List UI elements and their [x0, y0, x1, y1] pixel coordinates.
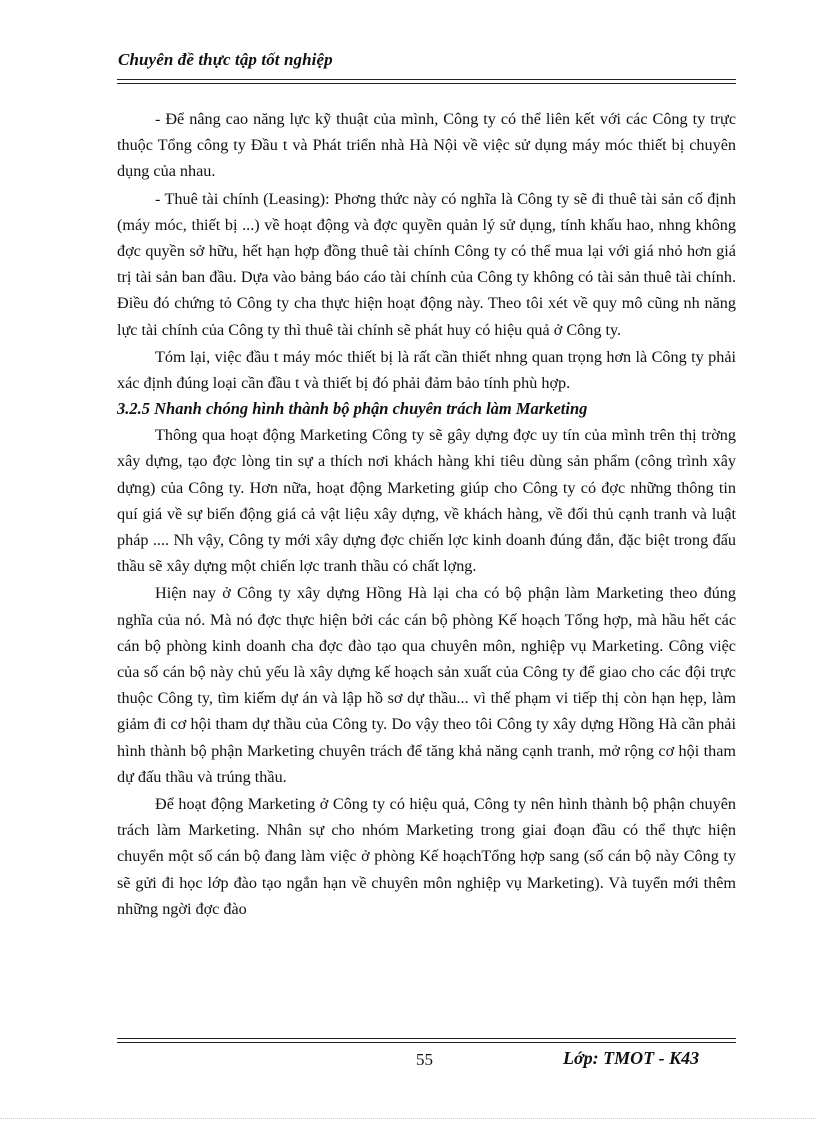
paragraph-marketing-current-state: Hiện nay ở Công ty xây dựng Hồng Hà lại cha có bộ phận làm Marketing theo đúng nghĩa của nó. Mà nó đợc thực hiện bởi các cán bộ phòng Kế hoạch Tổng hợp, mà hầu hết các cán bộ phòng kinh doanh cha đợc đào tạo qua chuyên môn, nghiệp vụ Marketing. Công việc của số cán bộ này chủ yếu là xây dựng kế hoạch sản xuất của Công ty để giao cho các đội trực thuộc Công ty, tìm kiếm dự án và lập hồ sơ dự thầu... vì thế phạm vi tiếp thị còn hạn hẹp, làm giảm đi cơ hội tham dự thầu của Công ty. Do vậy theo tôi Công ty xây dựng Hồng Hà cần phải hình thành bộ phận Marketing chuyên trách để tăng khả năng cạnh tranh, mở rộng cơ hội tham dự đấu thầu và trúng thầu.: [117, 584, 736, 786]
paragraph-marketing-benefits: Thông qua hoạt động Marketing Công ty sẽ gây dựng đợc uy tín của mình trên thị trờng xây dựng, tạo đợc lòng tin sự a thích nơi khách hàng khi tiêu dùng sản phẩm (công trình xây dựng) của Công ty. Hơn nữa, hoạt động Marketing giúp cho Công ty có đợc những thông tin quí giá về sự biến động giá cả vật liệu xây dựng, về khách hàng, về đối thủ cạnh tranh và luật pháp .... Nh vậy, Công ty mới xây dựng đợc chiến lợc kinh doanh đúng đắn, đặc biệt trong đấu thầu sẽ xây dựng một chiến lợc tranh thầu có chất lợng.: [117, 426, 736, 576]
header-rule-top: [117, 79, 736, 80]
header-rule-bottom: [117, 83, 736, 84]
paragraph-leasing: - Thuê tài chính (Leasing): Phơng thức này có nghĩa là Công ty sẽ đi thuê tài sản cố định (máy móc, thiết bị ...) về hoạt động và đợc quyền quản lý sử dụng, tính khấu hao, nhng không đợc quyền sở hữu, hết hạn hợp đồng thuê tài chính Công ty có thể mua lại với giá nhỏ hơn giá trị tài sản ban đầu. Dựa vào bảng báo cáo tài chính của Công ty không có tài sản thuê tài chính. Điều đó chứng tỏ Công ty cha thực hiện hoạt động này. Theo tôi xét về quy mô cũng nh năng lực tài chính của Công ty thì thuê tài chính sẽ phát huy có hiệu quả ở Công ty.: [117, 189, 736, 339]
paragraph-summary: Tóm lại, việc đầu t máy móc thiết bị là rất cần thiết nhng quan trọng hơn là Công ty phải xác định đúng loại cần đầu t và thiết bị đó phải đảm bảo tính phù hợp.: [117, 347, 736, 393]
paragraph-marketing-proposal: Để hoạt động Marketing ở Công ty có hiệu quả, Công ty nên hình thành bộ phận chuyên trách làm Marketing. Nhân sự cho nhóm Marketing trong giai đoạn đầu có thể thực hiện chuyển một số cán bộ đang làm việc ở phòng Kế hoạchTổng hợp sang (số cán bộ này Công ty sẽ gửi đi học lớp đào tạo ngắn hạn về chuyên môn nghiệp vụ Marketing). Và tuyển mới thêm những ngời đợc đào: [117, 795, 736, 918]
class-label: Lớp: TMOT - K43: [563, 1048, 700, 1068]
footer-rule-top: [117, 1038, 736, 1039]
page-number: 55: [416, 1050, 433, 1069]
paragraph-equipment-partnership: - Để nâng cao năng lực kỹ thuật của mình, Công ty có thể liên kết với các Công ty trực thuộc Tổng công ty Đầu t và Phát triển nhà Hà Nội về việc sử dụng máy móc thiết bị chuyên dụng của nhau.: [117, 110, 736, 181]
footer-rule-bottom: [117, 1042, 736, 1043]
running-header: Chuyên đề thực tập tốt nghiệp: [118, 50, 333, 69]
section-heading: 3.2.5 Nhanh chóng hình thành bộ phận chuyên trách làm Marketing: [117, 399, 588, 419]
bottom-dotted-border: [0, 1118, 816, 1119]
page-body: [117, 106, 736, 922]
